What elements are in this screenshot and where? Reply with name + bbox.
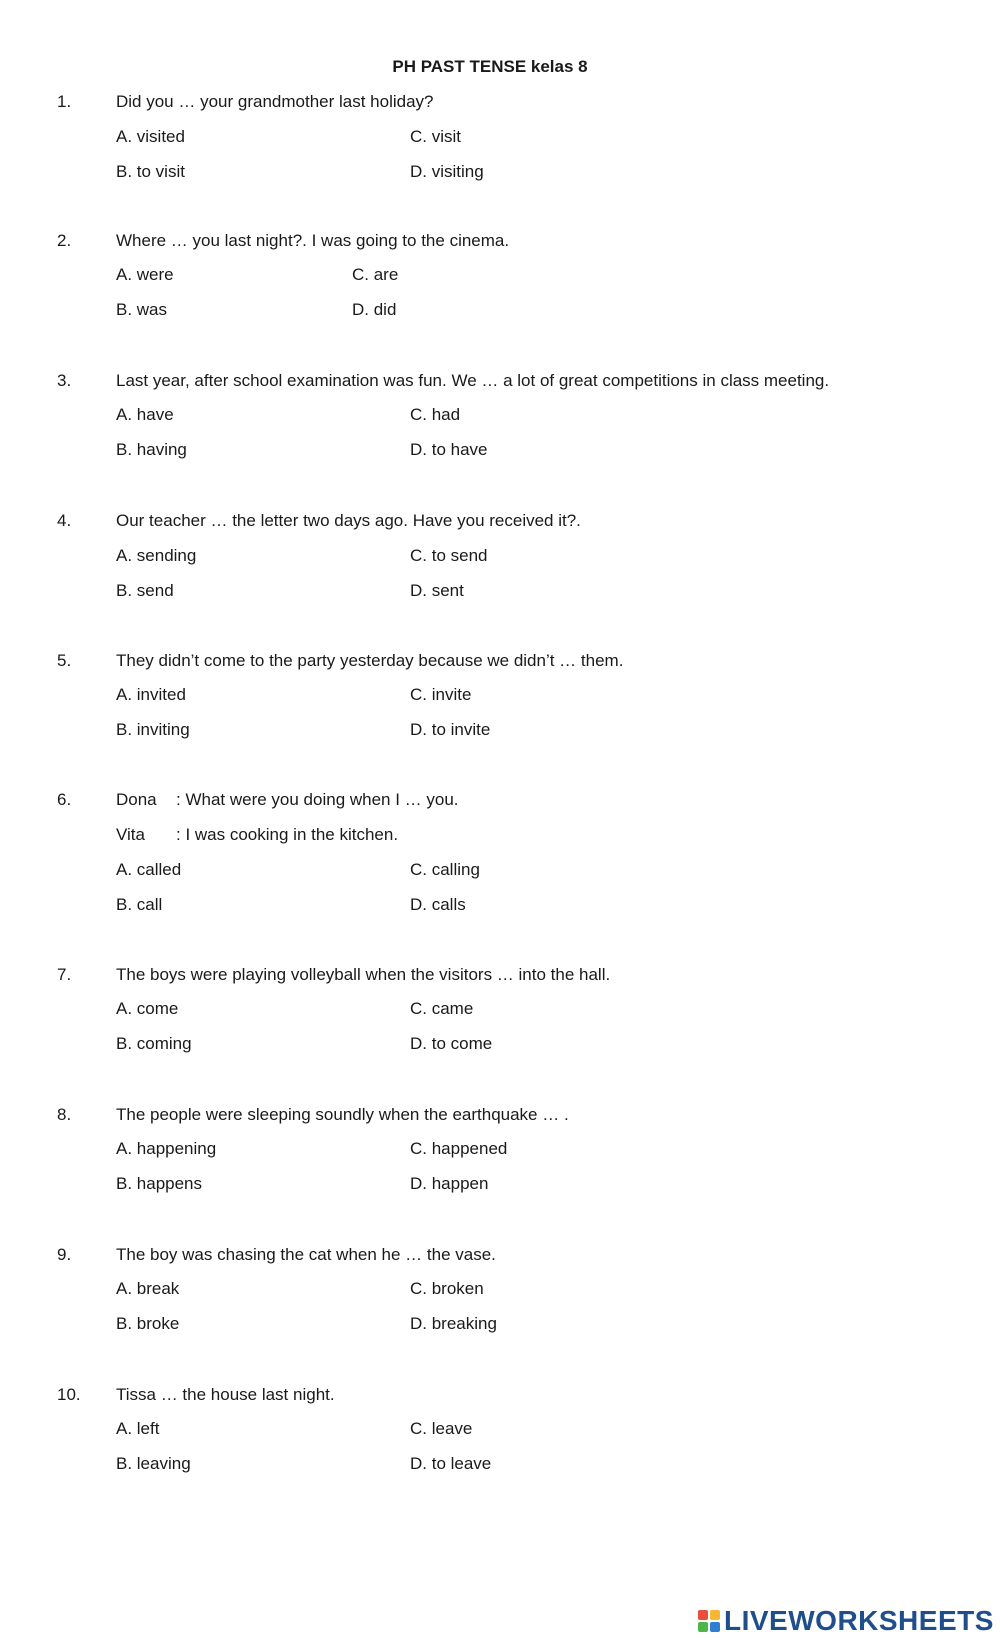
brand-name: LIVEWORKSHEETS [724, 1605, 994, 1636]
question-number: 6. [57, 790, 72, 809]
dialogue-line-2 [116, 825, 398, 845]
option-c[interactable]: C. came [410, 999, 474, 1018]
option-c[interactable]: C. leave [410, 1419, 473, 1438]
logo-square [710, 1610, 720, 1620]
question-stem: Last year, after school examination was fun. We … a lot of great competitions in class meeting. [116, 371, 830, 390]
question-stem: The people were sleeping soundly when the earthquake … . [116, 1105, 569, 1124]
option-a[interactable]: A. left [116, 1419, 160, 1438]
option-b[interactable]: B. was [116, 300, 168, 319]
logo-grid-icon [698, 1610, 720, 1632]
dialogue-line-1 [116, 790, 459, 810]
option-b[interactable]: B. leaving [116, 1454, 191, 1473]
option-c[interactable]: C. are [352, 265, 399, 284]
option-b[interactable]: B. coming [116, 1034, 192, 1053]
question-number: 1. [57, 92, 72, 111]
question-number: 10. [57, 1385, 81, 1404]
option-a[interactable]: A. happening [116, 1139, 217, 1158]
option-d[interactable]: D. to come [410, 1034, 493, 1053]
question-number: 8. [57, 1105, 72, 1124]
option-b[interactable]: B. to visit [116, 162, 185, 181]
question-number: 2. [57, 231, 72, 250]
option-b[interactable]: B. having [116, 440, 187, 459]
logo-square [698, 1622, 708, 1632]
question-number: 9. [57, 1245, 72, 1264]
page-title: PH PAST TENSE kelas 8 [392, 57, 588, 76]
option-c[interactable]: C. had [410, 405, 461, 424]
option-c[interactable]: C. broken [410, 1279, 484, 1298]
logo-square [710, 1622, 720, 1632]
option-d[interactable]: D. to leave [410, 1454, 492, 1473]
logo-square [698, 1610, 708, 1620]
question-stem: Our teacher … the letter two days ago. Have you received it?. [116, 511, 581, 530]
option-d[interactable]: D. calls [410, 895, 466, 914]
question-number: 7. [57, 965, 72, 984]
dialogue-text: : What were you doing when I … you. [176, 790, 459, 809]
option-b[interactable]: B. broke [116, 1314, 180, 1333]
option-a[interactable]: A. have [116, 405, 174, 424]
option-d[interactable]: D. did [352, 300, 397, 319]
option-d[interactable]: D. to invite [410, 720, 491, 739]
dialogue-text: : I was cooking in the kitchen. [176, 825, 399, 844]
option-b[interactable]: B. call [116, 895, 163, 914]
question-stem: Tissa … the house last night. [116, 1385, 335, 1404]
option-a[interactable]: A. come [116, 999, 179, 1018]
option-a[interactable]: A. visited [116, 127, 185, 146]
question-stem: Did you … your grandmother last holiday? [116, 92, 434, 111]
option-c[interactable]: C. visit [410, 127, 461, 146]
option-c[interactable]: C. calling [410, 860, 480, 879]
question-stem: They didn’t come to the party yesterday because we didn’t … them. [116, 651, 624, 670]
option-c[interactable]: C. happened [410, 1139, 508, 1158]
question-number: 3. [57, 371, 72, 390]
option-a[interactable]: A. sending [116, 546, 197, 565]
option-d[interactable]: D. sent [410, 581, 464, 600]
option-b[interactable]: B. send [116, 581, 174, 600]
option-a[interactable]: A. called [116, 860, 182, 879]
question-stem: The boys were playing volleyball when the visitors … into the hall. [116, 965, 611, 984]
option-d[interactable]: D. visiting [410, 162, 484, 181]
option-a[interactable]: A. invited [116, 685, 186, 704]
question-stem: Where … you last night?. I was going to the cinema. [116, 231, 510, 250]
option-b[interactable]: B. happens [116, 1174, 203, 1193]
option-c[interactable]: C. invite [410, 685, 472, 704]
speaker-name: Vita [116, 825, 145, 844]
option-c[interactable]: C. to send [410, 546, 488, 565]
speaker-name: Dona [116, 790, 157, 809]
option-a[interactable]: A. were [116, 265, 174, 284]
option-d[interactable]: D. breaking [410, 1314, 497, 1333]
question-number: 4. [57, 511, 72, 530]
option-a[interactable]: A. break [116, 1279, 180, 1298]
question-stem: The boy was chasing the cat when he … the vase. [116, 1245, 496, 1264]
liveworksheets-logo [698, 1605, 994, 1637]
option-b[interactable]: B. inviting [116, 720, 190, 739]
option-d[interactable]: D. to have [410, 440, 488, 459]
question-number: 5. [57, 651, 72, 670]
option-d[interactable]: D. happen [410, 1174, 489, 1193]
